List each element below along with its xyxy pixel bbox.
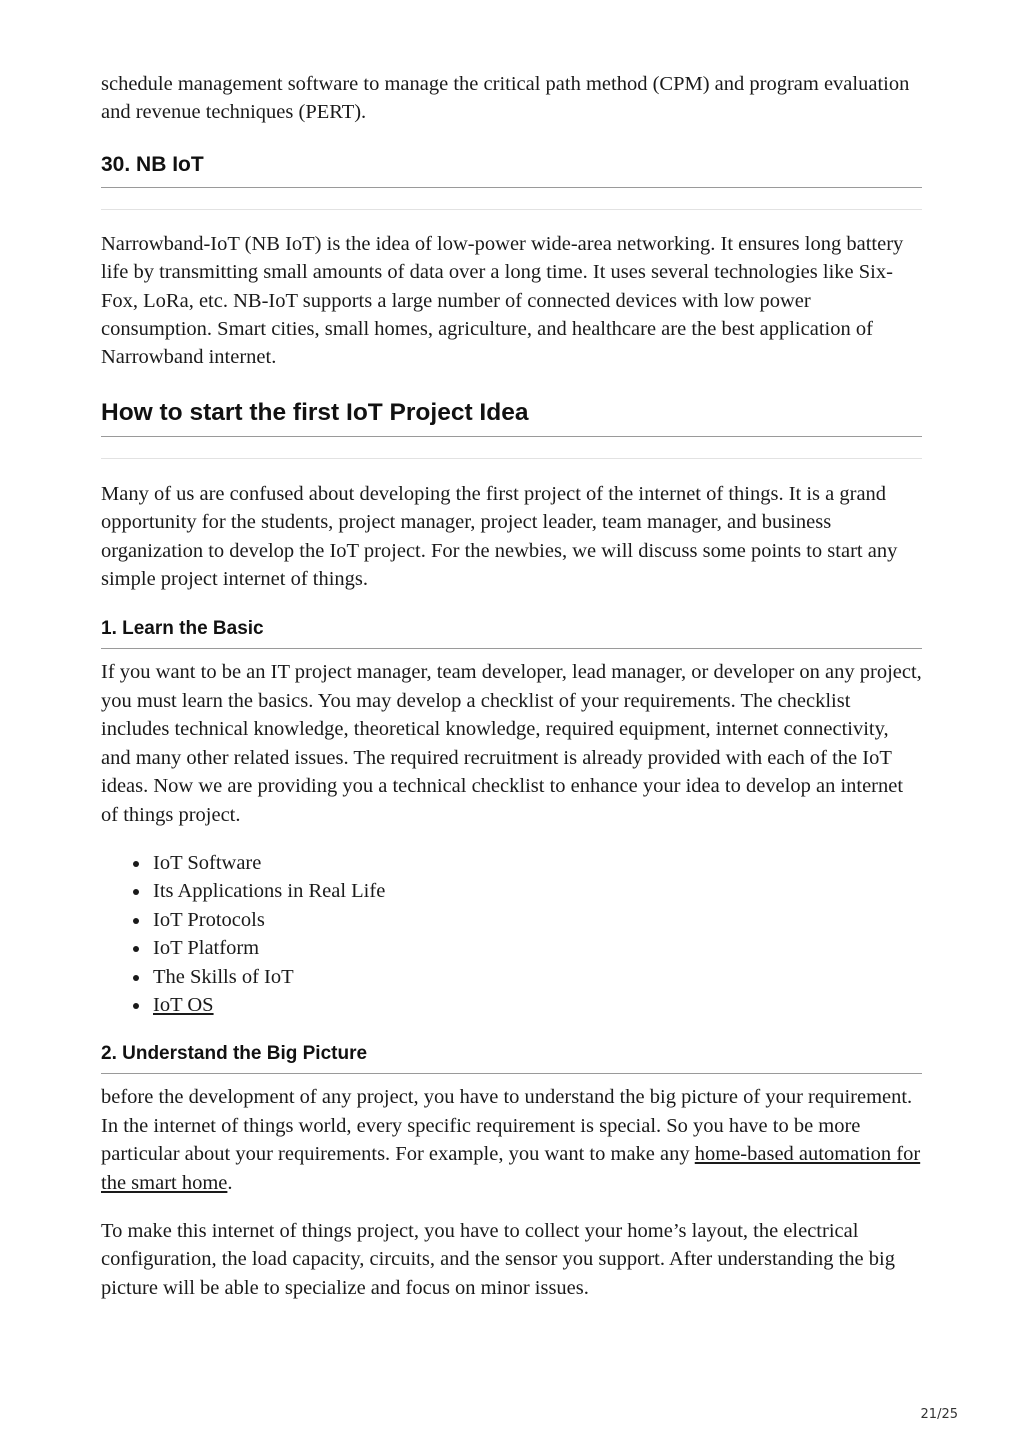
nb-iot-paragraph: Narrowband-IoT (NB IoT) is the idea of low-power wide-area networking. It ensures long battery life by transmitting small amounts of data over a long time. It uses several technologies like Six-Fox, LoRa, etc. NB-IoT supports a large number of connected devices with low power consumption. Smart cities, small homes, agriculture, and healthcare are the best application of Narrowband internet. [101,232,904,369]
divider [101,209,922,210]
heading-nb-iot: 30. NB IoT [101,152,922,188]
divider [101,458,922,459]
heading-start-project: How to start the first IoT Project Idea [101,398,922,437]
iot-os-link[interactable]: IoT OS [153,993,214,1016]
list-item: The Skills of IoT [153,963,922,991]
heading-learn-basic: 1. Learn the Basic [101,617,922,649]
checklist [101,849,922,1019]
list-item: Its Applications in Real Life [153,877,922,905]
list-item: IoT Protocols [153,906,922,934]
big-picture-paragraph-2: To make this internet of things project, you have to collect your home’s layout, the electrical configuration, the load capacity, circuits, and the sensor you support. After understanding the big picture will be able to specialize and focus on minor issues. [101,1219,895,1299]
start-project-paragraph: Many of us are confused about developing the first project of the internet of things. It is a grand opportunity for the students, project manager, project leader, team manager, and business organization to develop the IoT project. For the newbies, we will discuss some points to start any simple project internet of things. [101,482,898,591]
page-number: 21/25 [920,1407,958,1422]
heading-big-picture: 2. Understand the Big Picture [101,1042,922,1074]
intro-paragraph: schedule management software to manage the critical path method (CPM) and program evaluation and revenue techniques (PERT). [101,73,910,124]
learn-basic-paragraph: If you want to be an IT project manager, team developer, lead manager, or developer on any project, you must learn the basics. You may develop a checklist of your requirements. The checklist includes technical knowledge, theoretical knowledge, required equipment, internet connectivity, and many other related issues. The required recruitment is already provided with each of the IoT ideas. Now we are providing you a technical checklist to enhance your idea to develop an internet of things project. [101,661,922,826]
big-picture-text-end: . [227,1171,233,1194]
big-picture-paragraph [101,1083,922,1197]
smart-home-link[interactable]: home-based automation for the smart home [101,1143,921,1194]
document-page [101,70,922,1302]
list-item [153,991,922,1019]
big-picture-text: before the development of any project, you have to understand the big picture of your requirement. In the internet of things world, every specific requirement is special. So you have to be more particular about your requirements. For example, you want to make any [101,1086,913,1166]
list-item: IoT Software [153,849,922,877]
list-item: IoT Platform [153,934,922,962]
